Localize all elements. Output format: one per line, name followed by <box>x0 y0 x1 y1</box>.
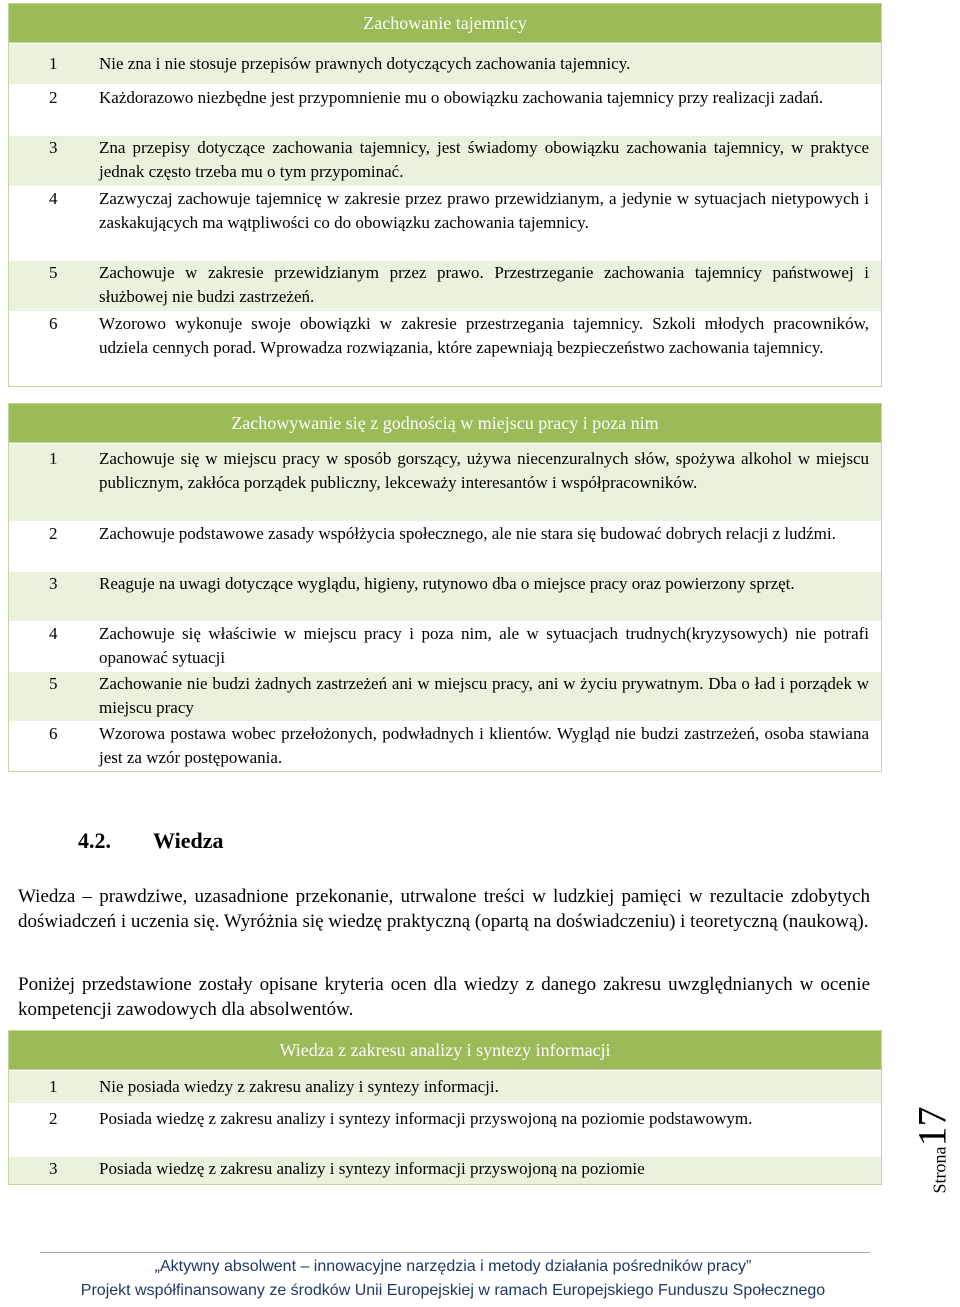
row-text: Zachowuje się w miejscu pracy w sposób gorszący, używa niecenzuralnych słów, spożywa alkohol w miejscu publicznym, zakłóca porządek publiczny, lekceważy interesantów i współpracowników. <box>99 449 869 492</box>
row-number: 5 <box>49 674 58 693</box>
paragraph: Poniżej przedstawione zostały opisane kryteria ocen dla wiedzy z danego zakresu uwzględnianych w ocenie kompetencji zawodowych dla absolwentów. <box>18 974 870 1020</box>
row-text: Nie zna i nie stosuje przepisów prawnych dotyczących zachowania tajemnicy. <box>99 54 631 74</box>
row-text: Nie posiada wiedzy z zakresu analizy i syntezy informacji. <box>99 1077 499 1097</box>
table-row <box>9 186 881 260</box>
row-text: Posiada wiedzę z zakresu analizy i syntezy informacji przyswojoną na poziomie podstawowym. <box>99 1109 753 1128</box>
table-row <box>9 621 881 671</box>
table-row <box>9 571 881 621</box>
table-row <box>9 1156 881 1184</box>
row-number: 1 <box>49 449 58 468</box>
row-text: Wzorowa postawa wobec przełożonych, podwładnych i klientów. Wygląd nie budzi zastrzeżeń, osoba stawiana jest za wzór postępowania. <box>99 724 869 767</box>
row-text: Zachowuje podstawowe zasady współżycia społecznego, ale nie stara się budować dobrych relacji z ludźmi. <box>99 524 836 543</box>
row-text: Reaguje na uwagi dotyczące wyglądu, higieny, rutynowo dba o miejsce pracy oraz powierzony sprzęt. <box>99 574 795 593</box>
row-text: Każdorazowo niezbędne jest przypomnienie mu o obowiązku zachowania tajemnicy przy realizacji zadań. <box>99 88 824 107</box>
row-text: Zna przepisy dotyczące zachowania tajemnicy, jest świadomy obowiązku zachowania tajemnicy, w praktyce jednak często trzeba mu o tym przypominać. <box>99 138 869 181</box>
table-row <box>9 721 881 771</box>
row-number: 4 <box>49 624 58 643</box>
page-number <box>902 1095 960 1205</box>
table-row <box>9 84 881 135</box>
paragraph: Wiedza – prawdziwe, uzasadnione przekonanie, utrwalone treści w ludzkiej pamięci w rezultacie zdobytych doświadczeń i uczenia się. Wyróżnia się wiedzę praktyczną (opartą na doświadczeniu) i teoretyczną (naukową). <box>18 886 870 932</box>
row-number: 6 <box>49 314 58 333</box>
row-text: Zazwyczaj zachowuje tajemnicę w zakresie przez prawo przewidzianym, a jedynie w sytuacjach nietypowych i zaskakujących ma wątpliwości co do obowiązku zachowania tajemnicy. <box>99 189 869 232</box>
row-number: 3 <box>49 1159 58 1178</box>
table-title: Wiedza z zakresu analizy i syntezy informacji <box>9 1031 881 1070</box>
row-number: 3 <box>49 138 58 157</box>
row-number: 4 <box>49 189 58 208</box>
section-heading <box>78 828 223 854</box>
row-number: 2 <box>49 1109 58 1128</box>
table-row <box>9 260 881 311</box>
row-number: 5 <box>49 263 58 282</box>
footer-project-title: „Aktywny absolwent – innowacyjne narzędzia i metody działania pośredników pracy” <box>154 1258 752 1275</box>
row-text: Wzorowo wykonuje swoje obowiązki w zakresie przestrzegania tajemnicy. Szkoli młodych pracowników, udziela cennych porad. Wprowadza rozwiązania, które zapewniają bezpieczeństwo zachowania tajemnicy. <box>99 314 869 357</box>
table-row <box>9 135 881 186</box>
row-text: Zachowanie nie budzi żadnych zastrzeżeń ani w miejscu pracy, ani w życiu prywatnym. Dba o ład i porządek w miejscu pracy <box>99 674 869 717</box>
table-zachowywanie-sie-z-godnoscia <box>8 403 882 772</box>
row-number: 1 <box>49 54 58 74</box>
table-row <box>9 1070 881 1103</box>
footer-divider <box>40 1252 870 1253</box>
row-text: Zachowuje w zakresie przewidzianym przez prawo. Przestrzeganie zachowania tajemnicy państwowej i służbowej nie budzi zastrzeżeń. <box>99 263 869 306</box>
row-number: 2 <box>49 524 58 543</box>
section-title: Wiedza <box>153 828 224 853</box>
row-text: Zachowuje się właściwie w miejscu pracy i poza nim, ale w sytuacjach trudnych(kryzysowych) nie potrafi opanować sytuacji <box>99 624 869 667</box>
row-text: Posiada wiedzę z zakresu analizy i syntezy informacji przyswojoną na poziomie <box>99 1159 645 1178</box>
table-title: Zachowywanie się z godnością w miejscu pracy i poza nim <box>9 404 881 443</box>
table-row <box>9 1103 881 1156</box>
table-row <box>9 521 881 571</box>
table-row <box>9 311 881 386</box>
row-number: 6 <box>49 724 58 743</box>
row-number: 2 <box>49 88 58 107</box>
table-wiedza-analiza-synteza <box>8 1030 882 1185</box>
table-row <box>9 671 881 721</box>
table-title: Zachowanie tajemnicy <box>9 4 881 43</box>
table-zachowanie-tajemnicy <box>8 3 882 387</box>
page-number-value: 17 <box>909 1106 955 1147</box>
table-row <box>9 43 881 84</box>
row-number: 3 <box>49 574 58 593</box>
page-label: Strona <box>929 1146 950 1194</box>
table-row <box>9 443 881 521</box>
footer-funding-note: Projekt współfinansowany ze środków Unii Europejskiej w ramach Europejskiego Funduszu Społecznego <box>80 1282 826 1299</box>
section-number: 4.2. <box>78 828 111 853</box>
row-number: 1 <box>49 1077 58 1097</box>
